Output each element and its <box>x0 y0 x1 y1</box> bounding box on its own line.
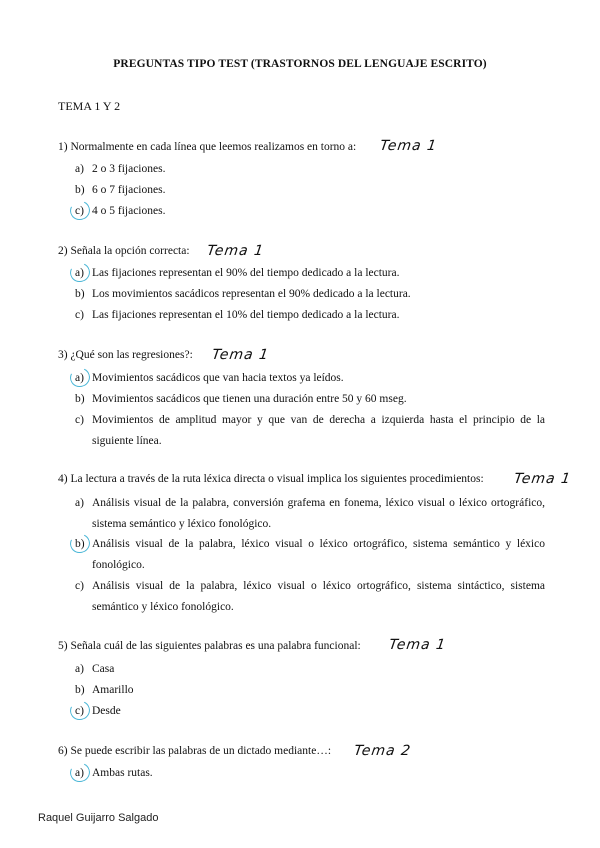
tema-header: TEMA 1 Y 2 <box>58 99 121 113</box>
handwritten-tema-note-5: Tema 1 <box>387 637 448 653</box>
q1-option-c: c) 4 o 5 fijaciones. <box>75 201 545 222</box>
q3-option-b: b) Movimientos sacádicos que tienen una duración entre 50 y 60 mseg. <box>75 393 407 405</box>
handwritten-tema-note-6: Tema 2 <box>352 743 413 759</box>
question-5: 5) Señala cuál de las siguientes palabras es una palabra funcional: <box>58 640 361 652</box>
handwritten-tema-note-3: Tema 1 <box>210 347 271 363</box>
question-1: 1) Normalmente en cada línea que leemos realizamos en torno a: <box>58 141 357 153</box>
q1-option-b: b) 6 o 7 fijaciones. <box>75 184 166 196</box>
q5-option-b: b) Amarillo <box>75 684 134 696</box>
q4-option-a: a) Análisis visual de la palabra, conversión grafema en fonema, léxico visual o léxico ortográfico, sistema semántico y léxico fonológico. <box>75 497 545 530</box>
q5-option-a: a) Casa <box>75 663 115 675</box>
footer-author: Raquel Guijarro Salgado <box>38 812 159 824</box>
q3-option-c: c) Movimientos de amplitud mayor y que van de derecha a izquierda hasta el principio de la siguiente línea. <box>75 414 545 447</box>
q6-option-a: a) Ambas rutas. <box>75 763 545 784</box>
q5-option-c: c) Desde <box>75 701 545 722</box>
q2-option-c: c) Las fijaciones representan el 10% del tiempo dedicado a la lectura. <box>75 309 400 321</box>
q1-option-a: a) 2 o 3 fijaciones. <box>75 163 166 175</box>
q3-option-a: a) Movimientos sacádicos que van hacia textos ya leídos. <box>75 368 545 389</box>
q2-option-b: b) Los movimientos sacádicos representan el 90% dedicado a la lectura. <box>75 288 411 300</box>
page-title: PREGUNTAS TIPO TEST (TRASTORNOS DEL LENGUAJE ESCRITO) <box>113 58 487 70</box>
handwritten-tema-note-1: Tema 1 <box>378 138 439 154</box>
question-6: 6) Se puede escribir las palabras de un dictado mediante…: <box>58 745 332 757</box>
question-4: 4) La lectura a través de la ruta léxica directa o visual implica los siguientes procedimientos: <box>58 473 484 485</box>
q2-option-a: a) Las fijaciones representan el 90% del tiempo dedicado a la lectura. <box>75 263 545 284</box>
q4-option-b: b) Análisis visual de la palabra, léxico visual o léxico ortográfico, sistema semántico y léxico fonológico. <box>75 534 545 575</box>
question-2: 2) Señala la opción correcta: <box>58 245 190 257</box>
handwritten-tema-note-2: Tema 1 <box>205 243 266 259</box>
handwritten-tema-note-4: Tema 1 <box>512 471 573 487</box>
q4-option-c: c) Análisis visual de la palabra, léxico visual o léxico ortográfico, sistema sintáctico, sistema semántico y léxico fonológico. <box>75 580 545 613</box>
question-3: 3) ¿Qué son las regresiones?: <box>58 349 193 361</box>
